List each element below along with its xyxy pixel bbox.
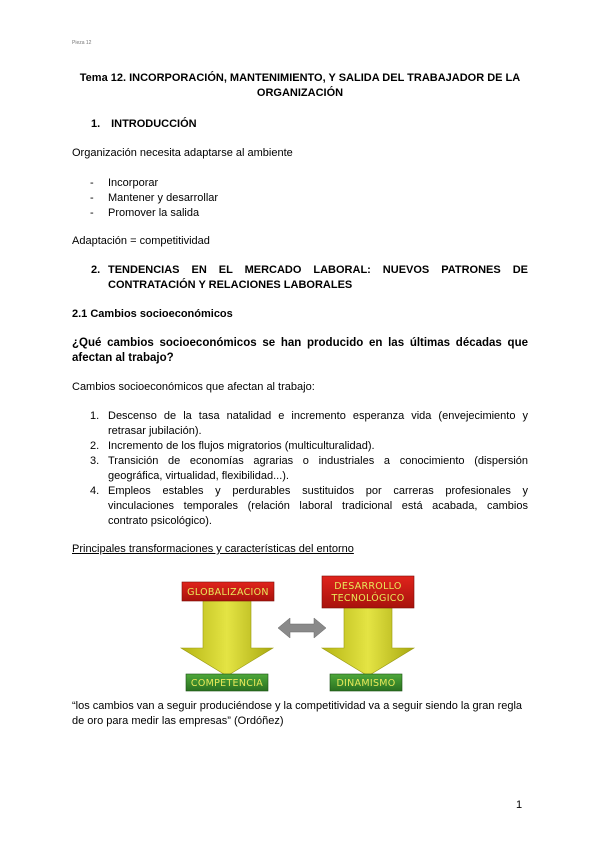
section-1-number: 1. xyxy=(91,118,101,130)
list-item-line: vinculaciones temporales (relación laboral tradicional está acabada, cambios xyxy=(108,500,528,512)
list-item-line: contrato psicológico). xyxy=(108,515,212,527)
section-2-heading-line-1: TENDENCIAS EN EL MERCADO LABORAL: NUEVOS PATRONES DE xyxy=(108,264,528,276)
section-1-list xyxy=(90,176,218,221)
list-intro: Cambios socioeconómicos que afectan al trabajo: xyxy=(72,381,315,393)
quote-line-1: “los cambios van a seguir produciéndose y la competitividad va a seguir siendo la gran regla xyxy=(72,700,523,712)
desarrollo-label-line-1: DESARROLLO xyxy=(334,581,402,592)
list-item xyxy=(90,484,528,529)
section-2-number: 2. xyxy=(91,264,101,276)
transformations-diagram xyxy=(178,570,429,694)
list-item xyxy=(90,439,528,454)
quote-line-2: de oro para medir las empresas” (Ordóñez) xyxy=(72,715,284,727)
title-line-1: Tema 12. INCORPORACIÓN, MANTENIMIENTO, Y SALIDA DEL TRABAJADOR DE LA xyxy=(79,72,521,84)
dinamismo-label: DINAMISMO xyxy=(336,678,396,689)
right-down-arrow xyxy=(322,604,414,676)
section-2-heading-line-2: CONTRATACIÓN Y RELACIONES LABORALES xyxy=(108,279,353,291)
subsection-heading: 2.1 Cambios socioeconómicos xyxy=(72,308,233,320)
transformations-title: Principales transformaciones y características del entorno xyxy=(72,543,354,555)
section-1-heading xyxy=(91,117,197,132)
list-item: - Incorporar xyxy=(90,176,218,191)
section-1-intro: Organización necesita adaptarse al ambiente xyxy=(72,147,293,159)
question-line-1: ¿Qué cambios socioeconómicos se han producido en las últimas décadas que xyxy=(72,337,528,349)
left-down-arrow xyxy=(181,600,273,676)
list-item-number: 2. xyxy=(90,440,100,452)
changes-list xyxy=(90,409,528,529)
document-title xyxy=(72,71,528,101)
list-item-line: Incremento de los flujos migratorios (multiculturalidad). xyxy=(108,440,375,452)
section-1-conclusion: Adaptación = competitividad xyxy=(72,235,210,247)
list-item-line: Empleos estables y perdurables sustituidos por carreras profesionales y xyxy=(108,485,528,497)
list-item: - Mantener y desarrollar xyxy=(90,191,218,206)
list-item-number: 4. xyxy=(90,485,100,497)
title-line-2: ORGANIZACIÓN xyxy=(256,87,344,99)
question xyxy=(72,336,528,366)
section-2-heading xyxy=(91,263,528,293)
page-number: 1 xyxy=(516,799,523,811)
globalizacion-label: GLOBALIZACION xyxy=(187,587,269,598)
question-line-2: afectan al trabajo? xyxy=(72,352,174,364)
quote xyxy=(72,699,528,729)
list-item-line: Transición de economías agrarias o industriales a conocimiento (dispersión xyxy=(108,455,528,467)
list-item-number: 1. xyxy=(90,410,100,422)
list-item-line: retrasar jubilación). xyxy=(108,425,202,437)
list-item xyxy=(90,409,528,439)
section-1-title: INTRODUCCIÓN xyxy=(111,118,197,130)
list-item: - Promover la salida xyxy=(90,206,218,221)
double-arrow-icon xyxy=(278,618,326,638)
running-header: Pieza 12 xyxy=(72,40,92,46)
competencia-label: COMPETENCIA xyxy=(190,678,264,689)
list-item-line: Descenso de la tasa natalidad e incremento esperanza vida (envejecimiento y xyxy=(108,410,528,422)
desarrollo-label-line-2: TECNOLÓGICO xyxy=(331,593,405,604)
list-item xyxy=(90,454,528,484)
list-item-line: geográfica, virtualidad, flexibilidad...). xyxy=(108,470,289,482)
list-item-number: 3. xyxy=(90,455,100,467)
